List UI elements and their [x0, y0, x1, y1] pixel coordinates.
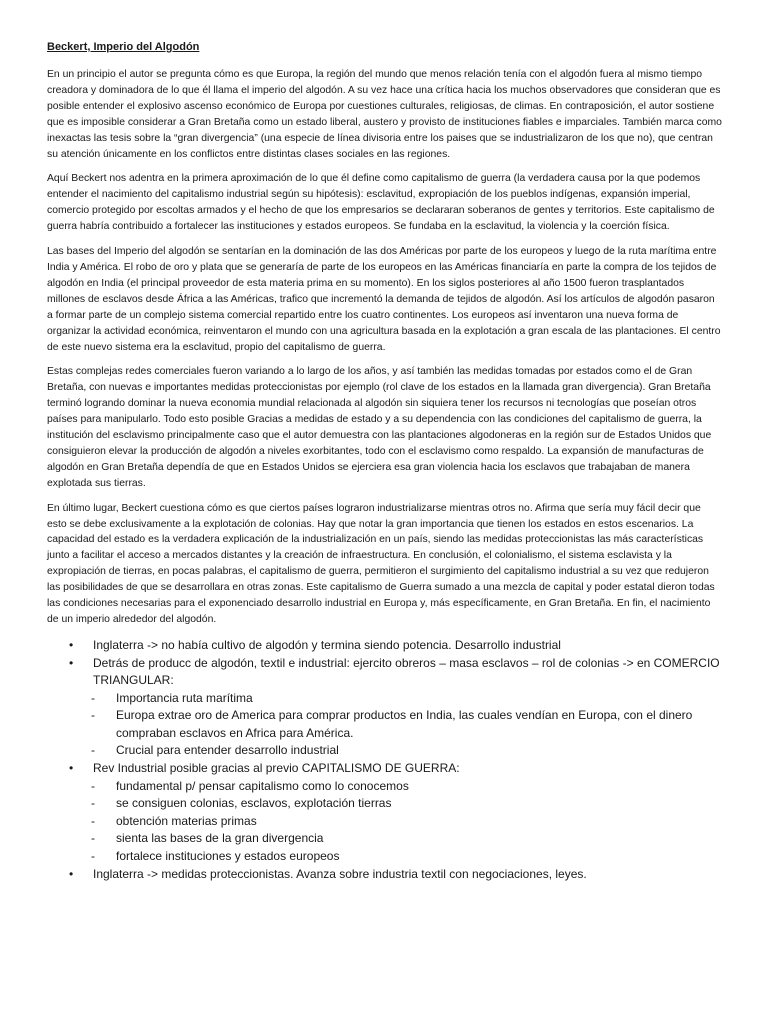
dash-icon: -: [91, 690, 95, 705]
sub-item-text: fortalece instituciones y estados europeos: [116, 849, 340, 864]
paragraph-redes-comerciales: Estas complejas redes comerciales fueron variando a lo largo de los años, y así también las medidas tomadas por estados como el de Gran Bretaña, con nuevas e importantes medidas proteccionistas por ejemplo (rol clave de los estados en la llamada gran divergencia). Gran Bretaña terminó logrando dominar la nueva economia mundial relacionada al algodón sin siquiera tener los recursos ni tecnologías que poseían otros países para manipularlo. Todo esto posible Gracias a medidas de estado y a su dependencia con las condiciones del capitalismo de guerra, la institución del esclavismo principalmente caso que el autor demuestra con las plantaciones algodoneras en la región sur de Estados Unidos que consiguieron elevar la producción de algodón a niveles exorbitantes, todo con el esclavismo como respaldo. La expansión de manufacturas de algodón en Gran Bretaña dependía de que en Estados Unidos se ejerciera esa gran violencia hacia los esclavos que trabajaban de manera explotada sus tierras.: [47, 366, 712, 489]
sub-item: [93, 707, 723, 742]
bullet-item: [47, 655, 723, 761]
sub-list: [93, 690, 723, 760]
bullet-item: [47, 637, 723, 655]
sub-item: [93, 813, 723, 831]
bullet-icon: •: [69, 655, 74, 670]
dash-icon: -: [91, 813, 95, 828]
sub-item-text: Crucial para entender desarrollo industrial: [116, 743, 339, 758]
dash-icon: -: [91, 778, 95, 793]
paragraph-intro: En un principio el autor se pregunta cómo es que Europa, la región del mundo que menos relación tenía con el algodón fuera al mismo tiempo creadora y dominadora de lo que él llama el imperio del algodón. A su vez hace una crítica hacia los muchos observadores que consideran que es posible entender el explosivo ascenso económico de Europa por cuestiones culturales, religiosas, de climas. En contraposición, el autor sostiene que es imposible considerar a Gran Bretaña como un estado liberal, austero y provisto de instituciones fiables e imparciales. También marca como inexactas las tesis sobre la “gran divergencia” (una especie de línea divisoria entre los paises que se industrializaron de los que no), que centran su atención únicamente en los conflictos entre distintas clases sociales en las regiones.: [47, 69, 722, 160]
dash-icon: -: [91, 849, 95, 864]
summary-bullet-list: [47, 637, 723, 883]
paragraph-conclusion: En último lugar, Beckert cuestiona cómo es que ciertos países lograron industrializarse mientras otros no. Afirma que sería muy fácil decir que esto se debe exclusivamente a la explotación de colonias. Hay que notar la gran importancia que tienen los estados en estos escenarios. La capacidad del estado es la verdadera explicación de la industrialización en un país, siendo las medidas proteccionistas las más características junto a facilitar el acceso a mercados distantes y la creación de infraestructura. En conclusión, el colonialismo, el sistema esclavista y la expropiación de tierras, en pocas palabras, el capitalismo de guerra, permitieron el surgimiento del capitalismo industrial a su vez que redujeron las posibilidades de que se desarrollara en otras zonas. Este capitalismo de Guerra sumado a una mezcla de capital y poder estatal dieron todas las condiciones necesarias para el exponenciado desarrollo industrial en Europa y, más específicamente, en Gran Bretaña. En fin, el nacimiento de un imperio alrededor del algodón.: [47, 502, 715, 625]
sub-item: [93, 795, 723, 813]
paragraph-capitalismo-de-guerra: Aquí Beckert nos adentra en la primera aproximación de lo que él define como capitalismo de guerra (la verdadera causa por la que podemos entender el nacimiento del capitalismo industrial según su hipótesis): esclavitud, expropiación de los pueblos indígenas, expansión imperial, comercio protegido por escoltas armados y el hecho de que los empresarios se declararan soberanos de gentes y territorios. Este capitalismo de guerra habría contribuido a fortalecer las instituciones y estados europeos. Se fundaba en la esclavitud, la violencia y la coerción física.: [47, 173, 715, 233]
sub-item-text: Europa extrae oro de America para comprar productos en India, las cuales vendían en Europa, con el dinero compraban esclavos en Africa para América.: [116, 708, 693, 740]
bullet-text: Detrás de producc de algodón, textil e industrial: ejercito obreros – masa esclavos – rol de colonias -> en COMERCIO TRIANGULAR:: [93, 655, 720, 688]
bullet-item: [47, 866, 723, 884]
sub-item: [93, 742, 723, 760]
bullet-text: Inglaterra -> no había cultivo de algodón y termina siendo potencia. Desarrollo industrial: [93, 637, 561, 652]
sub-item-text: sienta las bases de la gran divergencia: [116, 831, 324, 846]
document-title: Beckert, Imperio del Algodón: [47, 41, 200, 53]
sub-item-text: Importancia ruta marítima: [116, 690, 253, 705]
bullet-icon: •: [69, 761, 74, 776]
sub-item: [93, 690, 723, 708]
paragraph-bases-imperio: Las bases del Imperio del algodón se sentarían en la dominación de las dos Américas por parte de los europeos y luego de la ruta marítima entre India y América. El robo de oro y plata que se generaría de parte de los europeos en las Américas financiaría en parte la compra de los tejidos de algodón en India (el principal proveedor de esta materia prima en su momento). En los siglos posteriores al año 1500 fueron trasplantados millones de esclavos desde África a las Américas, trafico que incrementó la demanda de tejidos de algodón. Así los artículos de algodón pasaron a formar parte de un complejo sistema comercial repartido entre los cuatro continentes. Los europeos así inventaron una nueva forma de organizar la actividad económica, reinventaron el mundo con una agricultura basada en la explotación a gran escala de las plantaciones. El centro de este nuevo sistema era la esclavitud, propio del capitalismo de guerra.: [47, 246, 721, 353]
sub-item-text: fundamental p/ pensar capitalismo como lo conocemos: [116, 778, 409, 793]
document-page: [47, 40, 723, 883]
sub-item-text: obtención materias primas: [116, 813, 257, 828]
sub-list: [93, 778, 723, 866]
bullet-text: Rev Industrial posible gracias al previo CAPITALISMO DE GUERRA:: [93, 761, 460, 776]
sub-item: [93, 848, 723, 866]
dash-icon: -: [91, 796, 95, 811]
dash-icon: -: [91, 743, 95, 758]
sub-item: [93, 778, 723, 796]
bullet-item: [47, 760, 723, 866]
sub-item: [93, 830, 723, 848]
dash-icon: -: [91, 708, 95, 723]
sub-item-text: se consiguen colonias, esclavos, explotación tierras: [116, 796, 392, 811]
bullet-icon: •: [69, 866, 74, 881]
bullet-icon: •: [69, 637, 74, 652]
bullet-text: Inglaterra -> medidas proteccionistas. Avanza sobre industria textil con negociaciones, leyes.: [93, 866, 587, 881]
dash-icon: -: [91, 831, 95, 846]
